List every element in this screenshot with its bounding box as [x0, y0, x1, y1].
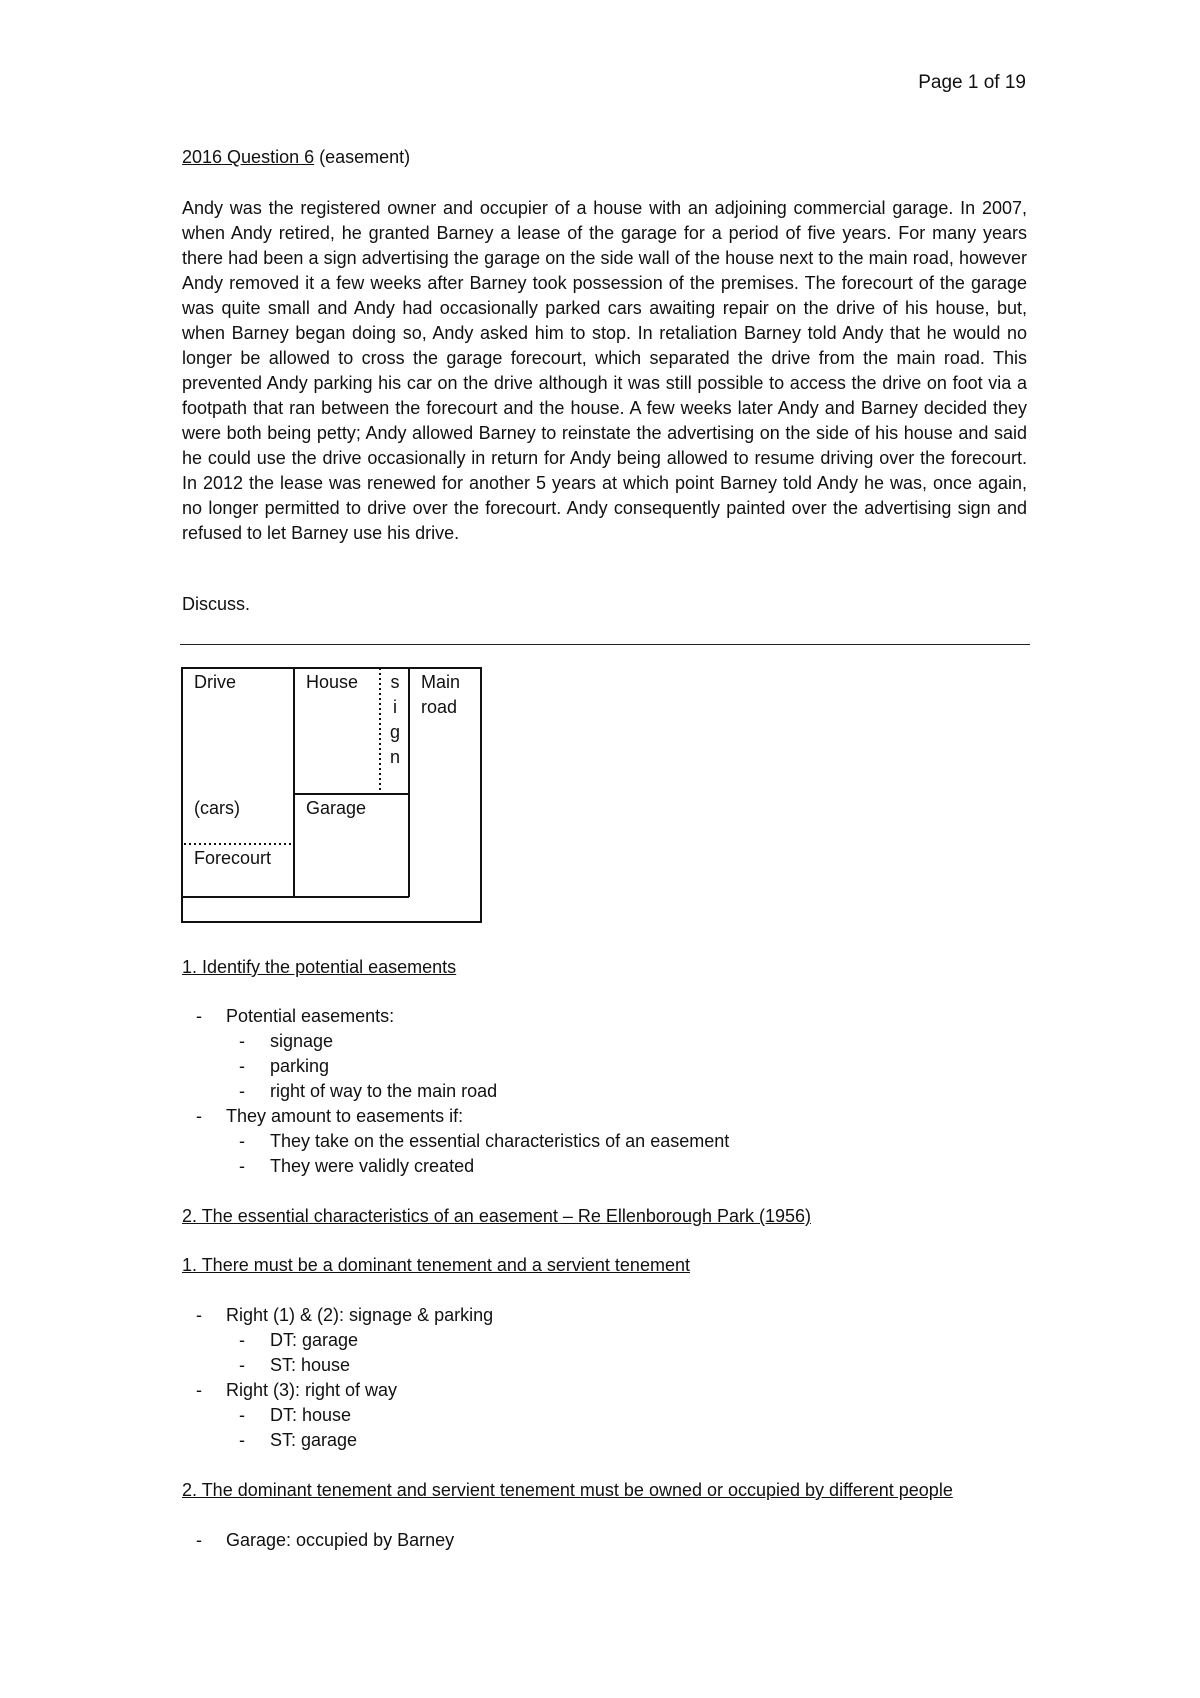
list-item: DT: garage — [270, 1330, 359, 1350]
list-item: parking — [270, 1056, 330, 1076]
section-1-heading: 1. Identify the potential easements — [182, 957, 457, 977]
list-item: Potential easements: — [226, 1006, 395, 1026]
diagram-cars-label: (cars) — [194, 798, 240, 818]
bullet-dash: - — [239, 1330, 245, 1350]
section-2-2-heading: 2. The dominant tenement and servient tenement must be owned or occupied by different people — [182, 1480, 953, 1500]
horizontal-rule — [180, 644, 1030, 645]
list-item: Right (3): right of way — [226, 1380, 398, 1400]
page-number: Page 1 of 19 — [918, 72, 1026, 93]
bullet-dash: - — [196, 1380, 202, 1400]
diagram-main-road-label: Main road — [421, 672, 461, 717]
bullet-dash: - — [239, 1081, 245, 1101]
list-item: Garage: occupied by Barney — [226, 1530, 455, 1550]
bullet-dash: - — [196, 1006, 202, 1026]
discuss-label: Discuss. — [182, 594, 251, 614]
bullet-dash: - — [239, 1405, 245, 1425]
bullet-dash: - — [196, 1530, 202, 1550]
bullet-dash: - — [196, 1106, 202, 1126]
list-item: They were validly created — [270, 1156, 475, 1176]
list-item: signage — [270, 1031, 334, 1051]
bullet-dash: - — [239, 1056, 245, 1076]
diagram-drive-label: Drive — [194, 672, 237, 692]
question-title — [182, 147, 410, 168]
diagram-garage-label: Garage — [306, 798, 367, 818]
section-2-1-heading: 1. There must be a dominant tenement and a servient tenement — [182, 1255, 690, 1275]
bullet-dash: - — [239, 1131, 245, 1151]
list-item: ST: garage — [270, 1430, 358, 1450]
list-item: right of way to the main road — [270, 1081, 498, 1101]
bullet-dash: - — [239, 1355, 245, 1375]
diagram-forecourt-label: Forecourt — [194, 848, 272, 868]
list-item: Right (1) & (2): signage & parking — [226, 1305, 494, 1325]
list-item: DT: house — [270, 1405, 352, 1425]
question-body: Andy was the registered owner and occupier of a house with an adjoining commercial garage. In 2007, when Andy retired, he granted Barney a lease of the garage for a period of five years. For many years there had been a sign advertising the garage on the side wall of the house next to the main road, however Andy removed it a few weeks after Barney took possession of the premises. The forecourt of the garage was quite small and Andy had occasionally parked cars awaiting repair on the drive of his house, but, when Barney began doing so, Andy asked him to stop. In retaliation Barney told Andy that he would no longer be allowed to cross the garage forecourt, which separated the drive from the main road. This prevented Andy parking his car on the drive although it was still possible to access the drive on foot via a footpath that ran between the forecourt and the house. A few weeks later Andy and Barney decided they were both being petty; Andy allowed Barney to reinstate the advertising on the side of his house and said he could use the drive occasionally in return for Andy being allowed to resume driving over the forecourt. In 2012 the lease was renewed for another 5 years at which point Barney told Andy he was, once again, no longer permitted to drive over the forecourt. Andy consequently painted over the advertising sign and refused to let Barney use his drive. — [182, 198, 1027, 543]
section-2-heading: 2. The essential characteristics of an easement – Re Ellenborough Park (1956) — [182, 1206, 812, 1226]
bullet-dash: - — [239, 1156, 245, 1176]
question-title-underlined: 2016 Question 6 — [182, 147, 315, 167]
bullet-dash: - — [239, 1430, 245, 1450]
list-item: They amount to easements if: — [226, 1106, 464, 1126]
bullet-dash: - — [196, 1305, 202, 1325]
question-title-rest: (easement) — [314, 147, 411, 167]
list-item: They take on the essential characteristics of an easement — [270, 1131, 730, 1151]
list-item: ST: house — [270, 1355, 351, 1375]
diagram-house-label: House — [306, 672, 359, 692]
bullet-dash: - — [239, 1031, 245, 1051]
diagram-sign-label: s i g n — [389, 672, 400, 767]
